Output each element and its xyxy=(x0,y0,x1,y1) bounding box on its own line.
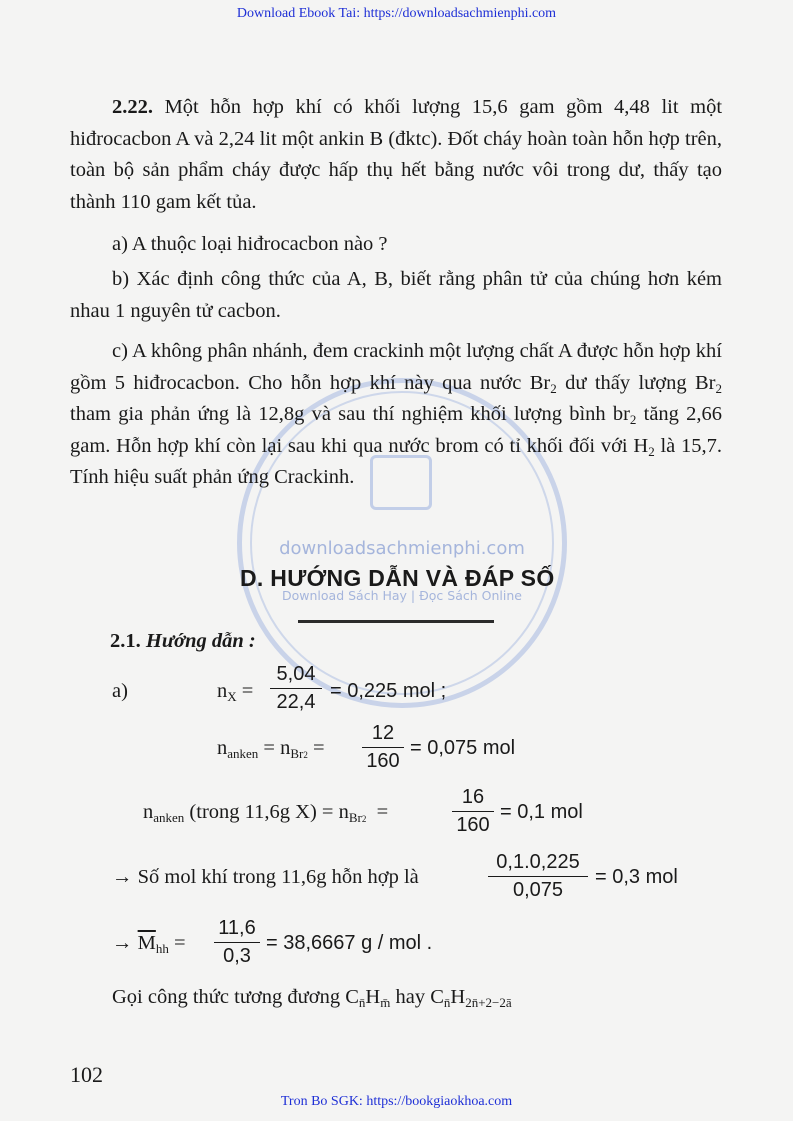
fraction-so-mol-num: 0,1.0,225 xyxy=(488,851,588,877)
problem-part-a-text: a) A thuộc loại hiđrocacbon nào ? xyxy=(112,233,388,255)
problem-part-b xyxy=(70,264,722,327)
h-symbol: H xyxy=(365,986,381,1008)
sub-2: 2 xyxy=(550,380,557,396)
sub-2: 2 xyxy=(648,443,655,459)
n-bar-sub-2: n̄ xyxy=(443,995,451,1010)
fraction-so-mol-den: 0,075 xyxy=(512,879,564,901)
anken-sub-2: anken xyxy=(153,810,185,825)
fraction-m-hh-num: 11,6 xyxy=(214,917,260,943)
formula-text: Gọi công thức tương đương C xyxy=(112,986,359,1008)
fraction-nx xyxy=(270,663,322,714)
sub-2: 2 xyxy=(715,380,722,396)
n-bar-sub: n̄ xyxy=(358,995,366,1010)
formula-hay: hay C xyxy=(390,986,444,1008)
nx-eq: = xyxy=(241,680,254,702)
problem-intro-text: Một hỗn hợp khí có khối lượng 15,6 gam gồm 4,48 lit một hiđrocacbon A và 2,24 lit một ankin B (đktc). Đốt cháy hoàn toàn hỗn hợp trên, toàn bộ sản phẩm cháy được hấp thụ hết bằng nước vôi trong dư, thấy tạo thành 110 gam kết tủa. xyxy=(70,96,723,213)
n-symbol-2: n xyxy=(143,801,154,823)
fraction-anken-num: 12 xyxy=(362,722,404,748)
part-c-text-2: dư thấy lượng Br xyxy=(556,371,716,394)
fraction-anken-11-result: = 0,1 mol xyxy=(500,801,583,823)
nx-sub: X xyxy=(227,689,237,704)
formula-line xyxy=(112,986,512,1009)
fraction-nx-den: 22,4 xyxy=(276,691,316,713)
solution-label xyxy=(110,630,256,653)
part-c-text-1: c) A không phân nhánh, đem crackinh một lượng chất A được hỗn hợp khí gồm 5 hiđrocacbon. Cho hỗn hợp khí này qua nước Br xyxy=(70,340,722,394)
footer-link[interactable]: Tron Bo SGK: https://bookgiaokhoa.com xyxy=(280,1094,513,1109)
fraction-anken-11-den: 160 xyxy=(456,814,490,836)
br-sub-3: Br xyxy=(348,810,362,825)
fraction-m-hh xyxy=(214,917,260,968)
m-bar: $\overline{M}$ xyxy=(137,932,156,954)
part-c-text-5: là 15,7. Tính hiệu suất phản ứng Crackinh. xyxy=(70,434,723,488)
fraction-anken xyxy=(362,722,404,773)
m-bar-sub: m̄ xyxy=(380,995,391,1010)
fraction-anken-11 xyxy=(452,786,494,837)
anken-sub: anken xyxy=(227,746,259,761)
n-anken-11-lhs: $n_{anken}$ (trong 11,6g $X) = n_{Br2}$ = xyxy=(143,801,389,825)
h-symbol-2: H xyxy=(450,986,466,1008)
problem-number: 2.22. xyxy=(112,96,153,118)
m-sub: hh xyxy=(155,941,169,956)
n-anken-lhs: $n_{anken} = n_{Br2}$ = xyxy=(217,737,325,761)
heading-underline xyxy=(298,620,494,623)
h-sub-formula: 2n̄+2−2ā xyxy=(465,995,512,1010)
watermark-tagline: Download Sách Hay | Đọc Sách Online xyxy=(282,588,522,603)
sub-2: 2 xyxy=(629,412,637,427)
fraction-nx-num: 5,04 xyxy=(270,663,322,689)
section-heading: D. HƯỚNG DẪN VÀ ĐÁP SỐ xyxy=(240,565,555,591)
problem-part-c xyxy=(70,336,722,494)
fraction-m-hh-den: 0,3 xyxy=(223,945,251,967)
header-download-link[interactable]: Download Ebook Tai: https://downloadsachmienphi.com xyxy=(236,6,557,21)
n-symbol: n xyxy=(217,737,228,759)
part-c-text-4: tăng 2,66 gam. Hỗn hợp khí còn lại sau khi qua nước brom có tỉ khối đối với H xyxy=(70,403,722,457)
page-number: 102 xyxy=(70,1062,103,1087)
part-a-label: a) xyxy=(112,680,128,702)
n-anken-11-mid: (trong 11,6g X) = n xyxy=(184,801,349,823)
solution-label-text: Hướng dẫn : xyxy=(145,630,256,652)
fraction-so-mol xyxy=(488,851,588,902)
problem-intro xyxy=(70,92,722,218)
nx-lhs xyxy=(217,680,253,703)
br-sub: Br xyxy=(290,746,304,761)
watermark-site: downloadsachmienphi.com xyxy=(279,538,525,559)
m-hh-lhs: → $\overline{M}_{hh}$ = xyxy=(112,932,186,956)
fraction-so-mol-result: = 0,3 mol xyxy=(595,866,678,888)
arrow: → xyxy=(112,932,133,954)
nx-symbol: n xyxy=(217,680,228,702)
problem-part-b-text: b) Xác định công thức của A, B, biết rằng phân tử của chúng hơn kém nhau 1 nguyên tử cacbon. xyxy=(70,268,722,322)
problem-part-a xyxy=(70,229,722,261)
fraction-m-hh-result: = 38,6667 g / mol . xyxy=(266,932,433,954)
fraction-anken-den: 160 xyxy=(366,750,400,772)
n-anken-mid: = n xyxy=(258,737,291,759)
fraction-nx-result: = 0,225 mol ; xyxy=(330,680,447,702)
part-c-text-3: tham gia phản ứng là 12,8g và sau thí nghiệm khối lượng bình br xyxy=(70,403,630,425)
solution-label-num: 2.1. xyxy=(110,630,141,652)
br-sub-4: 2 xyxy=(361,814,367,824)
so-mol-text: → Số mol khí trong 11,6g hỗn hợp là xyxy=(112,866,419,888)
fraction-anken-result: = 0,075 mol xyxy=(410,737,516,759)
br-sub-2: 2 xyxy=(303,750,308,760)
fraction-anken-11-num: 16 xyxy=(452,786,494,812)
